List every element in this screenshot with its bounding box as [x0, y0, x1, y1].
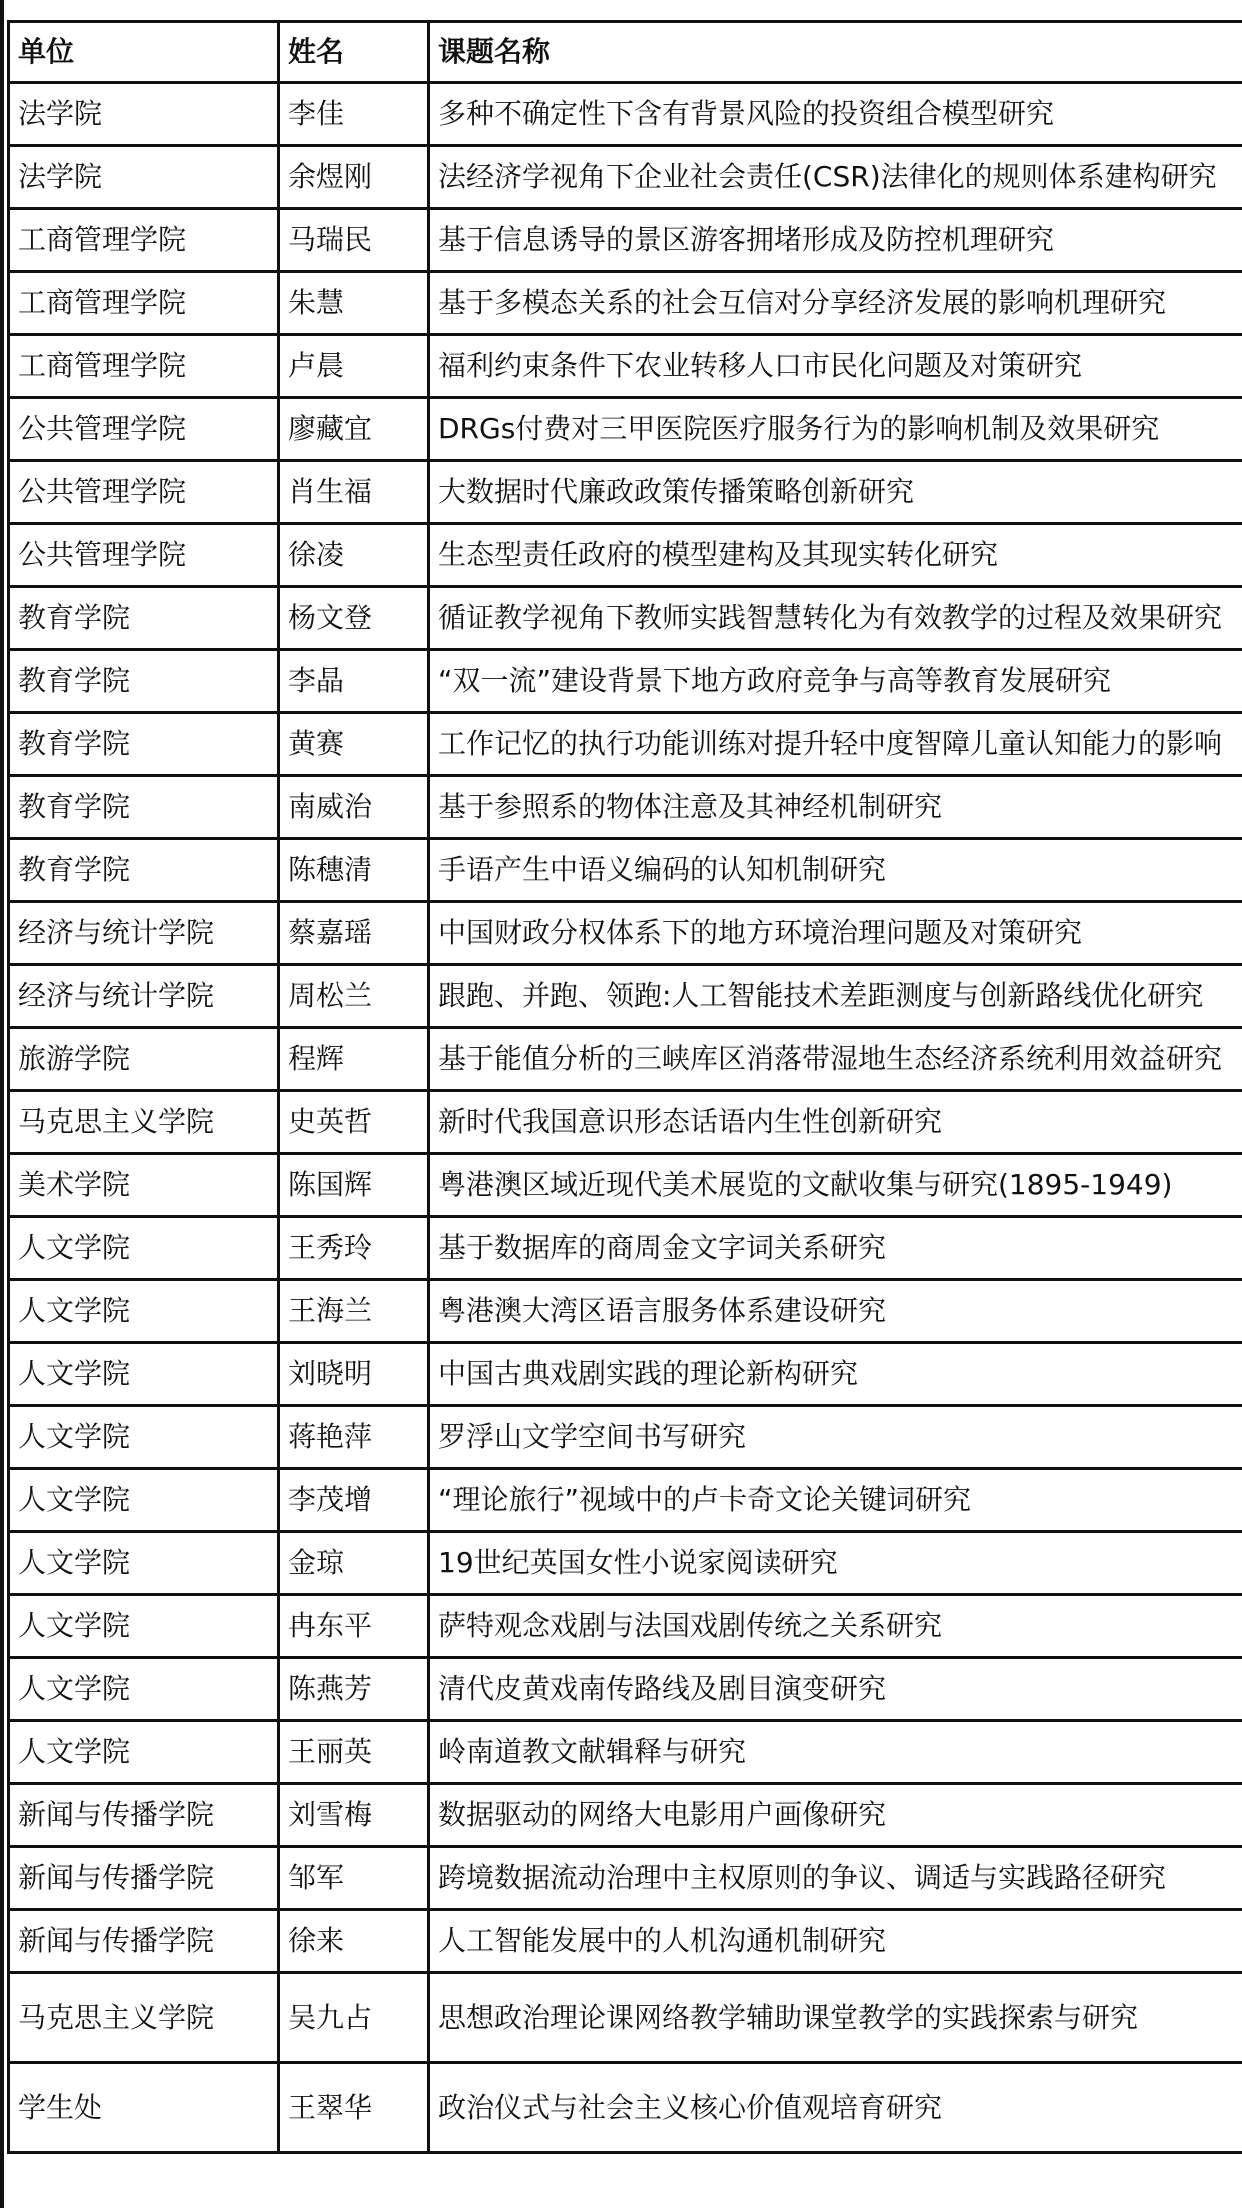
- cell-name: 史英哲: [279, 1091, 429, 1154]
- cell-topic: 基于多模态关系的社会互信对分享经济发展的影响机理研究: [429, 272, 1242, 335]
- cell-topic: 法经济学视角下企业社会责任(CSR)法律化的规则体系建构研究: [429, 146, 1242, 209]
- cell-topic: 粤港澳区域近现代美术展览的文献收集与研究(1895-1949): [429, 1154, 1242, 1217]
- cell-name: 刘雪梅: [279, 1784, 429, 1847]
- cell-name: 王翠华: [279, 2063, 429, 2153]
- table-row: [9, 713, 1242, 776]
- table-row: [9, 1973, 1242, 2063]
- cell-topic: 生态型责任政府的模型建构及其现实转化研究: [429, 524, 1242, 587]
- cell-unit: 教育学院: [9, 839, 279, 902]
- table-row: [9, 776, 1242, 839]
- header-name: 姓名: [279, 22, 429, 83]
- cell-unit: 教育学院: [9, 650, 279, 713]
- cell-name: 肖生福: [279, 461, 429, 524]
- cell-topic: 大数据时代廉政政策传播策略创新研究: [429, 461, 1242, 524]
- table-row: [9, 650, 1242, 713]
- table-row: [9, 1028, 1242, 1091]
- cell-topic: “双一流”建设背景下地方政府竞争与高等教育发展研究: [429, 650, 1242, 713]
- cell-unit: 工商管理学院: [9, 335, 279, 398]
- cell-unit: 法学院: [9, 146, 279, 209]
- table-row: [9, 1280, 1242, 1343]
- cell-name: 杨文登: [279, 587, 429, 650]
- table-row: [9, 1217, 1242, 1280]
- cell-name: 王丽英: [279, 1721, 429, 1784]
- table-row: [9, 1532, 1242, 1595]
- table-row: [9, 1595, 1242, 1658]
- cell-unit: 教育学院: [9, 587, 279, 650]
- cell-unit: 人文学院: [9, 1658, 279, 1721]
- cell-name: 吴九占: [279, 1973, 429, 2063]
- cell-unit: 人文学院: [9, 1280, 279, 1343]
- cell-topic: “理论旅行”视域中的卢卡奇文论关键词研究: [429, 1469, 1242, 1532]
- cell-unit: 人文学院: [9, 1532, 279, 1595]
- cell-name: 王秀玲: [279, 1217, 429, 1280]
- project-table: [7, 20, 1242, 2154]
- cell-unit: 马克思主义学院: [9, 1091, 279, 1154]
- cell-unit: 新闻与传播学院: [9, 1910, 279, 1973]
- cell-unit: 人文学院: [9, 1721, 279, 1784]
- cell-topic: 循证教学视角下教师实践智慧转化为有效教学的过程及效果研究: [429, 587, 1242, 650]
- cell-unit: 经济与统计学院: [9, 902, 279, 965]
- cell-topic: 中国财政分权体系下的地方环境治理问题及对策研究: [429, 902, 1242, 965]
- cell-topic: 手语产生中语义编码的认知机制研究: [429, 839, 1242, 902]
- cell-unit: 人文学院: [9, 1217, 279, 1280]
- table-row: [9, 335, 1242, 398]
- cell-unit: 公共管理学院: [9, 461, 279, 524]
- cell-topic: 新时代我国意识形态话语内生性创新研究: [429, 1091, 1242, 1154]
- table-row: [9, 461, 1242, 524]
- cell-topic: 基于信息诱导的景区游客拥堵形成及防控机理研究: [429, 209, 1242, 272]
- cell-unit: 人文学院: [9, 1469, 279, 1532]
- cell-topic: 多种不确定性下含有背景风险的投资组合模型研究: [429, 83, 1242, 146]
- cell-topic: 岭南道教文献辑释与研究: [429, 1721, 1242, 1784]
- cell-name: 卢晨: [279, 335, 429, 398]
- cell-topic: 萨特观念戏剧与法国戏剧传统之关系研究: [429, 1595, 1242, 1658]
- cell-name: 邹军: [279, 1847, 429, 1910]
- cell-name: 蔡嘉瑶: [279, 902, 429, 965]
- cell-name: 徐凌: [279, 524, 429, 587]
- cell-topic: 19世纪英国女性小说家阅读研究: [429, 1532, 1242, 1595]
- cell-name: 李茂增: [279, 1469, 429, 1532]
- cell-topic: 跟跑、并跑、领跑:人工智能技术差距测度与创新路线优化研究: [429, 965, 1242, 1028]
- cell-topic: 数据驱动的网络大电影用户画像研究: [429, 1784, 1242, 1847]
- cell-unit: 公共管理学院: [9, 398, 279, 461]
- cell-name: 冉东平: [279, 1595, 429, 1658]
- header-unit: 单位: [9, 22, 279, 83]
- cell-unit: 公共管理学院: [9, 524, 279, 587]
- table-row: [9, 1343, 1242, 1406]
- cell-unit: 教育学院: [9, 776, 279, 839]
- cell-unit: 新闻与传播学院: [9, 1784, 279, 1847]
- table-row: [9, 965, 1242, 1028]
- table-row: [9, 587, 1242, 650]
- cell-unit: 人文学院: [9, 1343, 279, 1406]
- cell-unit: 马克思主义学院: [9, 1973, 279, 2063]
- table-row: [9, 524, 1242, 587]
- cell-unit: 学生处: [9, 2063, 279, 2153]
- cell-name: 蒋艳萍: [279, 1406, 429, 1469]
- cell-name: 余煜刚: [279, 146, 429, 209]
- table-row: [9, 1910, 1242, 1973]
- cell-name: 李佳: [279, 83, 429, 146]
- table-row: [9, 1154, 1242, 1217]
- cell-topic: 罗浮山文学空间书写研究: [429, 1406, 1242, 1469]
- cell-topic: DRGs付费对三甲医院医疗服务行为的影响机制及效果研究: [429, 398, 1242, 461]
- cell-unit: 工商管理学院: [9, 209, 279, 272]
- header-topic: 课题名称: [429, 22, 1242, 83]
- cell-topic: 中国古典戏剧实践的理论新构研究: [429, 1343, 1242, 1406]
- cell-name: 黄赛: [279, 713, 429, 776]
- cell-name: 廖藏宜: [279, 398, 429, 461]
- cell-name: 陈燕芳: [279, 1658, 429, 1721]
- cell-topic: 基于数据库的商周金文字词关系研究: [429, 1217, 1242, 1280]
- cell-name: 金琼: [279, 1532, 429, 1595]
- table-row: [9, 1721, 1242, 1784]
- cell-name: 朱慧: [279, 272, 429, 335]
- cell-unit: 美术学院: [9, 1154, 279, 1217]
- cell-unit: 新闻与传播学院: [9, 1847, 279, 1910]
- cell-name: 刘晓明: [279, 1343, 429, 1406]
- table-row: [9, 1091, 1242, 1154]
- cell-name: 李晶: [279, 650, 429, 713]
- table-row: [9, 1658, 1242, 1721]
- cell-topic: 基于能值分析的三峡库区消落带湿地生态经济系统利用效益研究: [429, 1028, 1242, 1091]
- cell-unit: 法学院: [9, 83, 279, 146]
- cell-topic: 福利约束条件下农业转移人口市民化问题及对策研究: [429, 335, 1242, 398]
- cell-topic: 粤港澳大湾区语言服务体系建设研究: [429, 1280, 1242, 1343]
- table-row: [9, 146, 1242, 209]
- cell-unit: 人文学院: [9, 1595, 279, 1658]
- cell-topic: 思想政治理论课网络教学辅助课堂教学的实践探索与研究: [429, 1973, 1242, 2063]
- cell-unit: 经济与统计学院: [9, 965, 279, 1028]
- cell-unit: 人文学院: [9, 1406, 279, 1469]
- cell-unit: 教育学院: [9, 713, 279, 776]
- table-header-row: [9, 22, 1242, 83]
- table-body: [9, 83, 1242, 2153]
- table-row: [9, 1469, 1242, 1532]
- cell-name: 王海兰: [279, 1280, 429, 1343]
- table-row: [9, 1847, 1242, 1910]
- cell-name: 程辉: [279, 1028, 429, 1091]
- cell-topic: 政治仪式与社会主义核心价值观培育研究: [429, 2063, 1242, 2153]
- cell-topic: 工作记忆的执行功能训练对提升轻中度智障儿童认知能力的影响: [429, 713, 1242, 776]
- cell-unit: 旅游学院: [9, 1028, 279, 1091]
- table-row: [9, 902, 1242, 965]
- cell-topic: 清代皮黄戏南传路线及剧目演变研究: [429, 1658, 1242, 1721]
- cell-topic: 基于参照系的物体注意及其神经机制研究: [429, 776, 1242, 839]
- cell-name: 陈穗清: [279, 839, 429, 902]
- table-row: [9, 83, 1242, 146]
- cell-name: 徐来: [279, 1910, 429, 1973]
- project-list-sheet: [0, 20, 1242, 2154]
- table-row: [9, 1406, 1242, 1469]
- table-row: [9, 209, 1242, 272]
- cell-name: 南威治: [279, 776, 429, 839]
- cell-topic: 人工智能发展中的人机沟通机制研究: [429, 1910, 1242, 1973]
- table-row: [9, 2063, 1242, 2153]
- cell-name: 陈国辉: [279, 1154, 429, 1217]
- cell-unit: 工商管理学院: [9, 272, 279, 335]
- cell-name: 马瑞民: [279, 209, 429, 272]
- table-row: [9, 398, 1242, 461]
- cell-topic: 跨境数据流动治理中主权原则的争议、调适与实践路径研究: [429, 1847, 1242, 1910]
- table-row: [9, 272, 1242, 335]
- table-row: [9, 839, 1242, 902]
- cell-name: 周松兰: [279, 965, 429, 1028]
- table-row: [9, 1784, 1242, 1847]
